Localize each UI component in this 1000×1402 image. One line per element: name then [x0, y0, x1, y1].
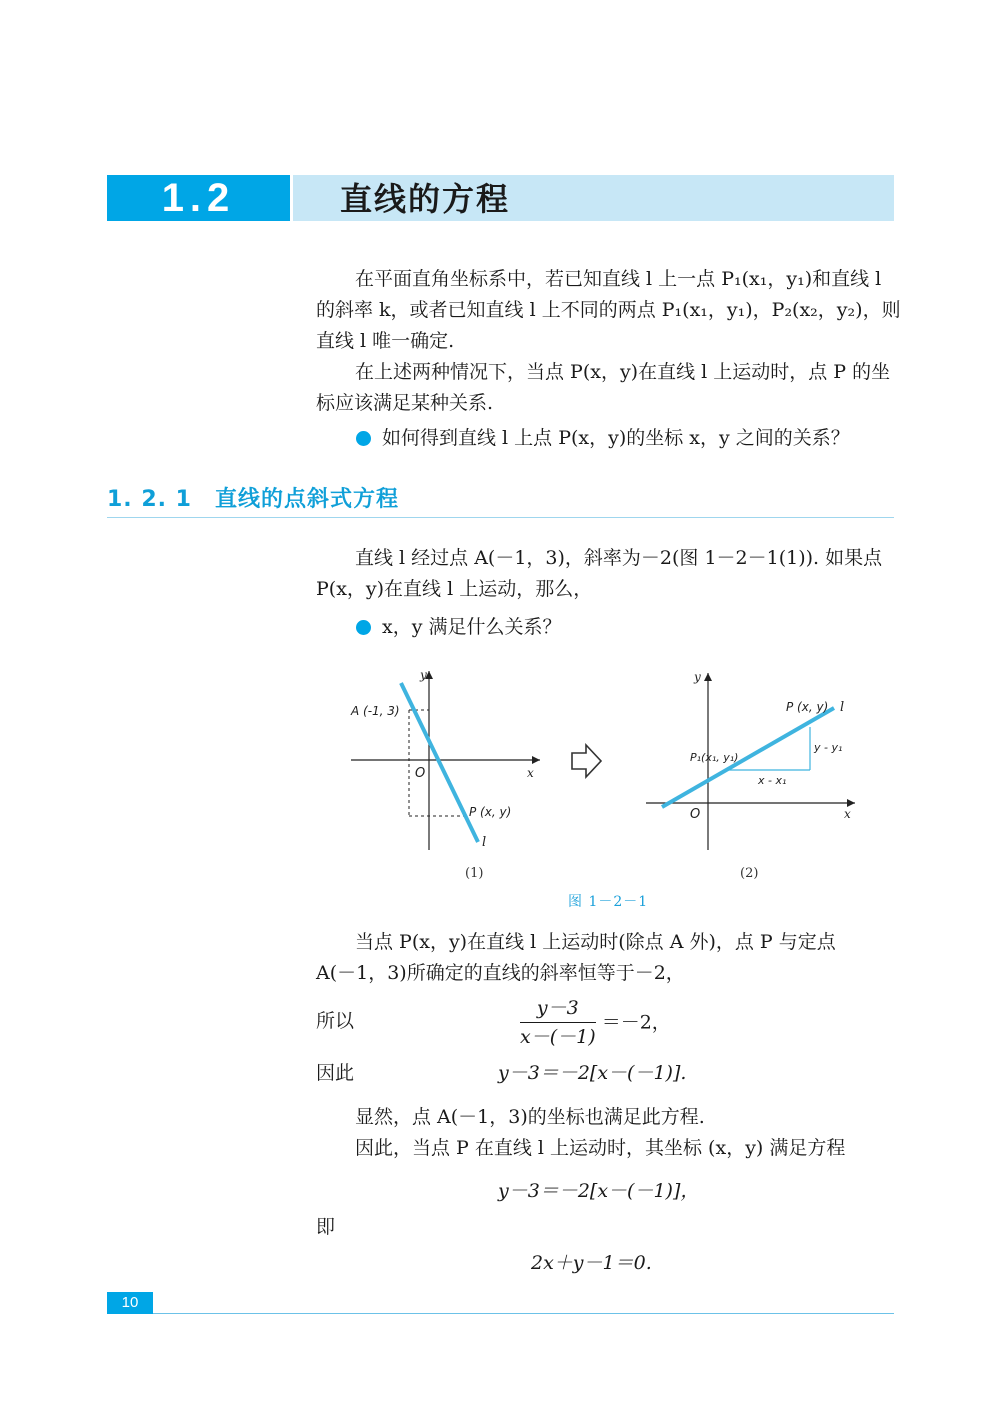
- y-axis-label: y: [694, 670, 701, 684]
- body-paragraph-3-line-2: P(x，y)在直线 l 上运动，那么，: [316, 578, 593, 600]
- origin-label: O: [690, 807, 701, 822]
- subsection-title: 1. 2. 1 直线的点斜式方程: [107, 487, 399, 512]
- ie-label: 即: [316, 1216, 336, 1238]
- body-paragraph-6: 因此，当点 P 在直线 l 上运动时，其坐标 (x，y) 满足方程: [355, 1137, 846, 1159]
- line-l: [662, 708, 834, 807]
- footer-divider: [153, 1313, 894, 1314]
- question-text: 如何得到直线 l 上点 P(x，y)的坐标 x，y 之间的关系？: [382, 427, 850, 449]
- point-a-label: A (-1, 3): [351, 704, 400, 718]
- point-p-label: P (x, y): [469, 805, 512, 819]
- right-outline-arrow-icon: [570, 743, 604, 779]
- fraction-equation: [520, 996, 671, 1049]
- body-paragraph-5: 显然，点 A(－1，3)的坐标也满足此方程.: [355, 1106, 705, 1128]
- x-axis-label: x: [844, 807, 851, 821]
- subsection-divider: [107, 517, 894, 518]
- line-l: [401, 683, 478, 842]
- fraction-rhs: ＝－2，: [601, 1011, 671, 1034]
- x-axis-arrow-icon: [847, 799, 855, 807]
- point-p-label: P (x, y): [786, 700, 829, 714]
- section-title: 直线的方程: [340, 180, 511, 218]
- intro-paragraph-2-line-2: 标应该满足某种关系.: [316, 392, 494, 414]
- intro-paragraph-1-line-2: 的斜率 k，或者已知直线 l 上不同的两点 P₁(x₁，y₁)，P₂(x₂，y₂)，则: [316, 299, 901, 321]
- question-bullet: [356, 431, 371, 450]
- so-label: 所以: [316, 1010, 355, 1032]
- equation-3: 2x＋y－1＝0.: [531, 1252, 652, 1274]
- equation-1: y－3＝－2[x－(－1)].: [498, 1062, 687, 1084]
- question2-text: x，y 满足什么关系？: [382, 616, 562, 638]
- equation-2: y－3＝－2[x－(－1)]，: [498, 1180, 700, 1202]
- figure-1-graph: [345, 665, 545, 865]
- question2-bullet: [356, 620, 371, 639]
- intro-paragraph-1-line-1: 在平面直角坐标系中，若已知直线 l 上一点 P₁(x₁，y₁)和直线 l: [355, 268, 882, 290]
- section-number: 1.2: [161, 176, 236, 220]
- body-paragraph-4-line-1: 当点 P(x，y)在直线 l 上运动时(除点 A 外)，点 P 与定点: [355, 931, 836, 953]
- x-axis-label: x: [527, 766, 534, 780]
- dx-label: x - x₁: [758, 774, 787, 787]
- page-number: 10: [121, 1294, 139, 1311]
- body-paragraph-3-line-1: 直线 l 经过点 A(－1，3)，斜率为－2(图 1－2－1(1)). 如果点: [355, 547, 883, 569]
- x-axis-arrow-icon: [532, 756, 540, 764]
- dy-label: y - y₁: [814, 741, 843, 754]
- line-l-label: l: [840, 700, 845, 715]
- fraction-numerator: y－3: [520, 996, 596, 1023]
- origin-label: O: [415, 766, 426, 781]
- intro-paragraph-2-line-1: 在上述两种情况下，当点 P(x，y)在直线 l 上运动时，点 P 的坐: [355, 361, 891, 383]
- figure-2-graph: [640, 665, 865, 855]
- intro-paragraph-1-line-3: 直线 l 唯一确定.: [316, 330, 455, 352]
- body-paragraph-4-line-2: A(－1，3)所确定的直线的斜率恒等于－2，: [316, 962, 685, 984]
- line-l-label: l: [482, 835, 487, 850]
- therefore-label: 因此: [316, 1062, 355, 1084]
- fraction: [520, 996, 596, 1049]
- figure-caption: 图 1－2－1: [568, 894, 649, 910]
- figure-1-sublabel: (1): [465, 866, 484, 881]
- y-axis-label: y: [420, 668, 427, 682]
- point-p1-label: P₁(x₁, y₁): [690, 751, 739, 764]
- figure-2-sublabel: (2): [740, 866, 759, 881]
- y-axis-arrow-icon: [704, 673, 712, 681]
- fraction-denominator: x－(－1): [520, 1026, 596, 1048]
